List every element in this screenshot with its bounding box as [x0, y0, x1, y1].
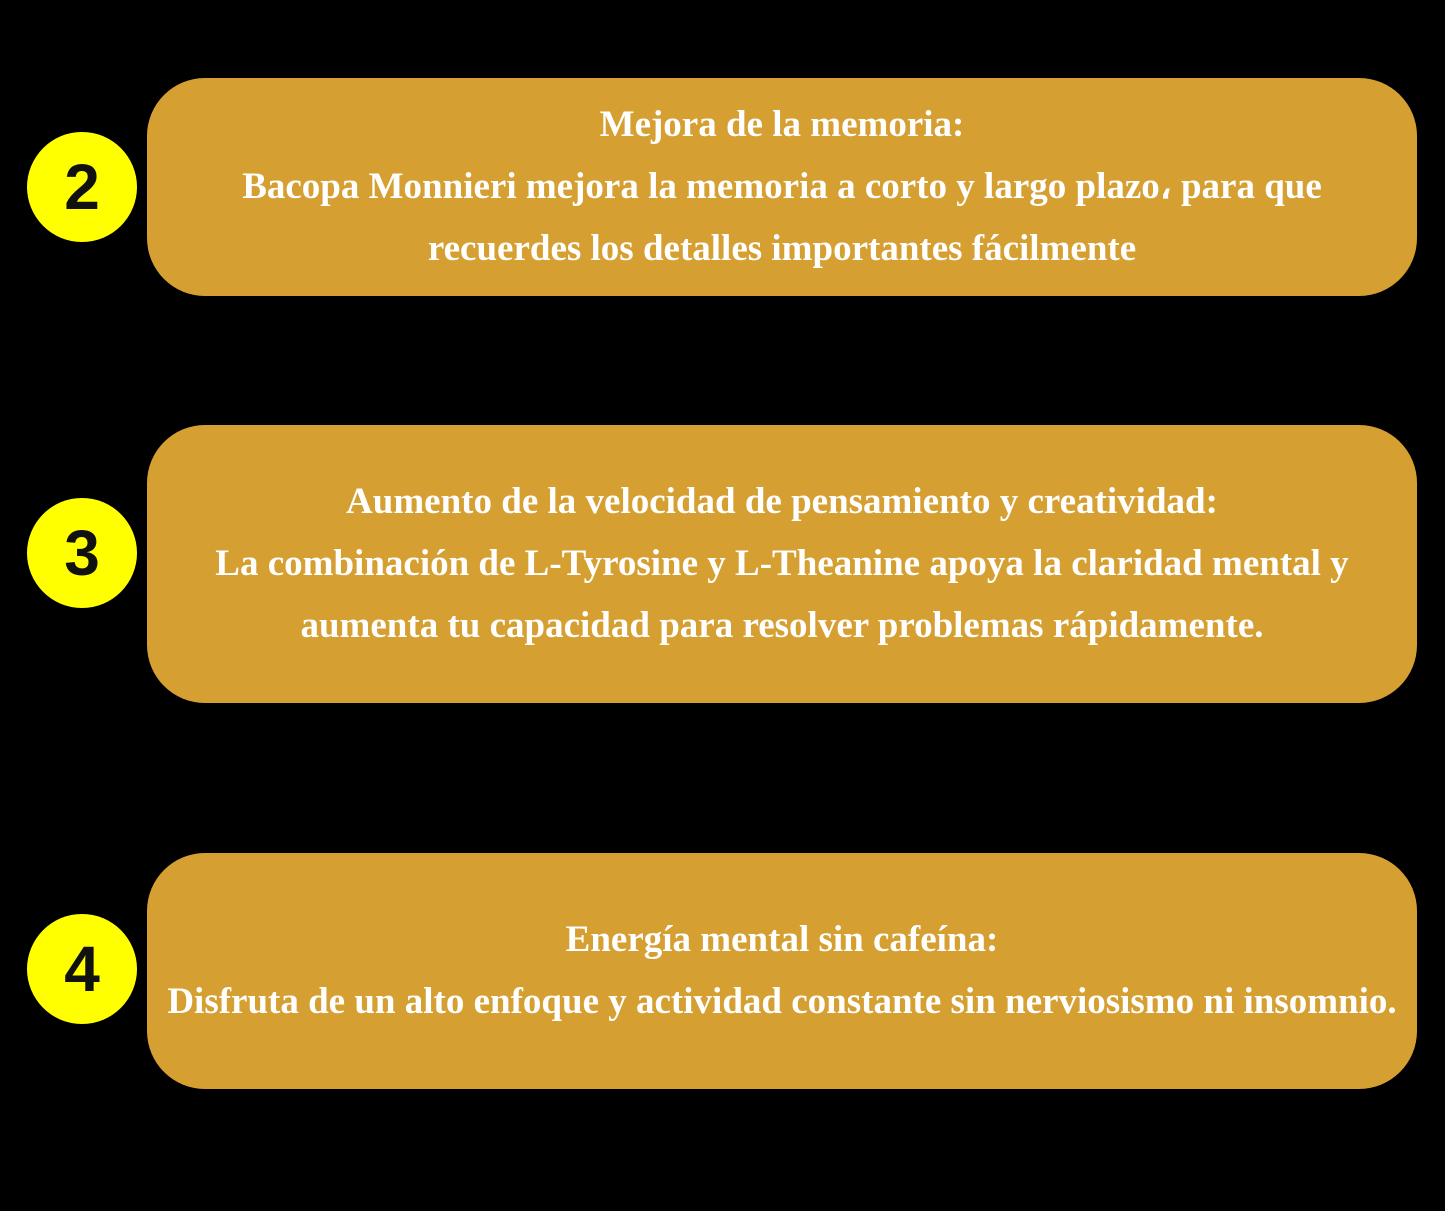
number-badge: 2	[27, 132, 137, 242]
number-badge: 4	[27, 914, 137, 1024]
benefit-card	[147, 425, 1417, 703]
benefit-card	[147, 853, 1417, 1089]
benefit-description: La combinación de L-Tyrosine y L-Theanine apoya la claridad mental y aumenta tu capacidad para resolver problemas rápidamente.	[215, 543, 1349, 646]
benefit-title: Energía mental sin cafeína:	[565, 919, 999, 960]
benefit-card	[147, 78, 1417, 296]
benefit-description: Disfruta de un alto enfoque y actividad constante sin nerviosismo ni insomnio.	[167, 981, 1397, 1022]
benefit-description: Bacopa Monnieri mejora la memoria a corto y largo plazo، para que recuerdes los detalles importantes fácilmente	[242, 166, 1322, 269]
number-badge: 3	[27, 498, 137, 608]
benefit-title: Mejora de la memoria:	[599, 104, 965, 145]
benefit-title: Aumento de la velocidad de pensamiento y creatividad:	[346, 481, 1218, 522]
